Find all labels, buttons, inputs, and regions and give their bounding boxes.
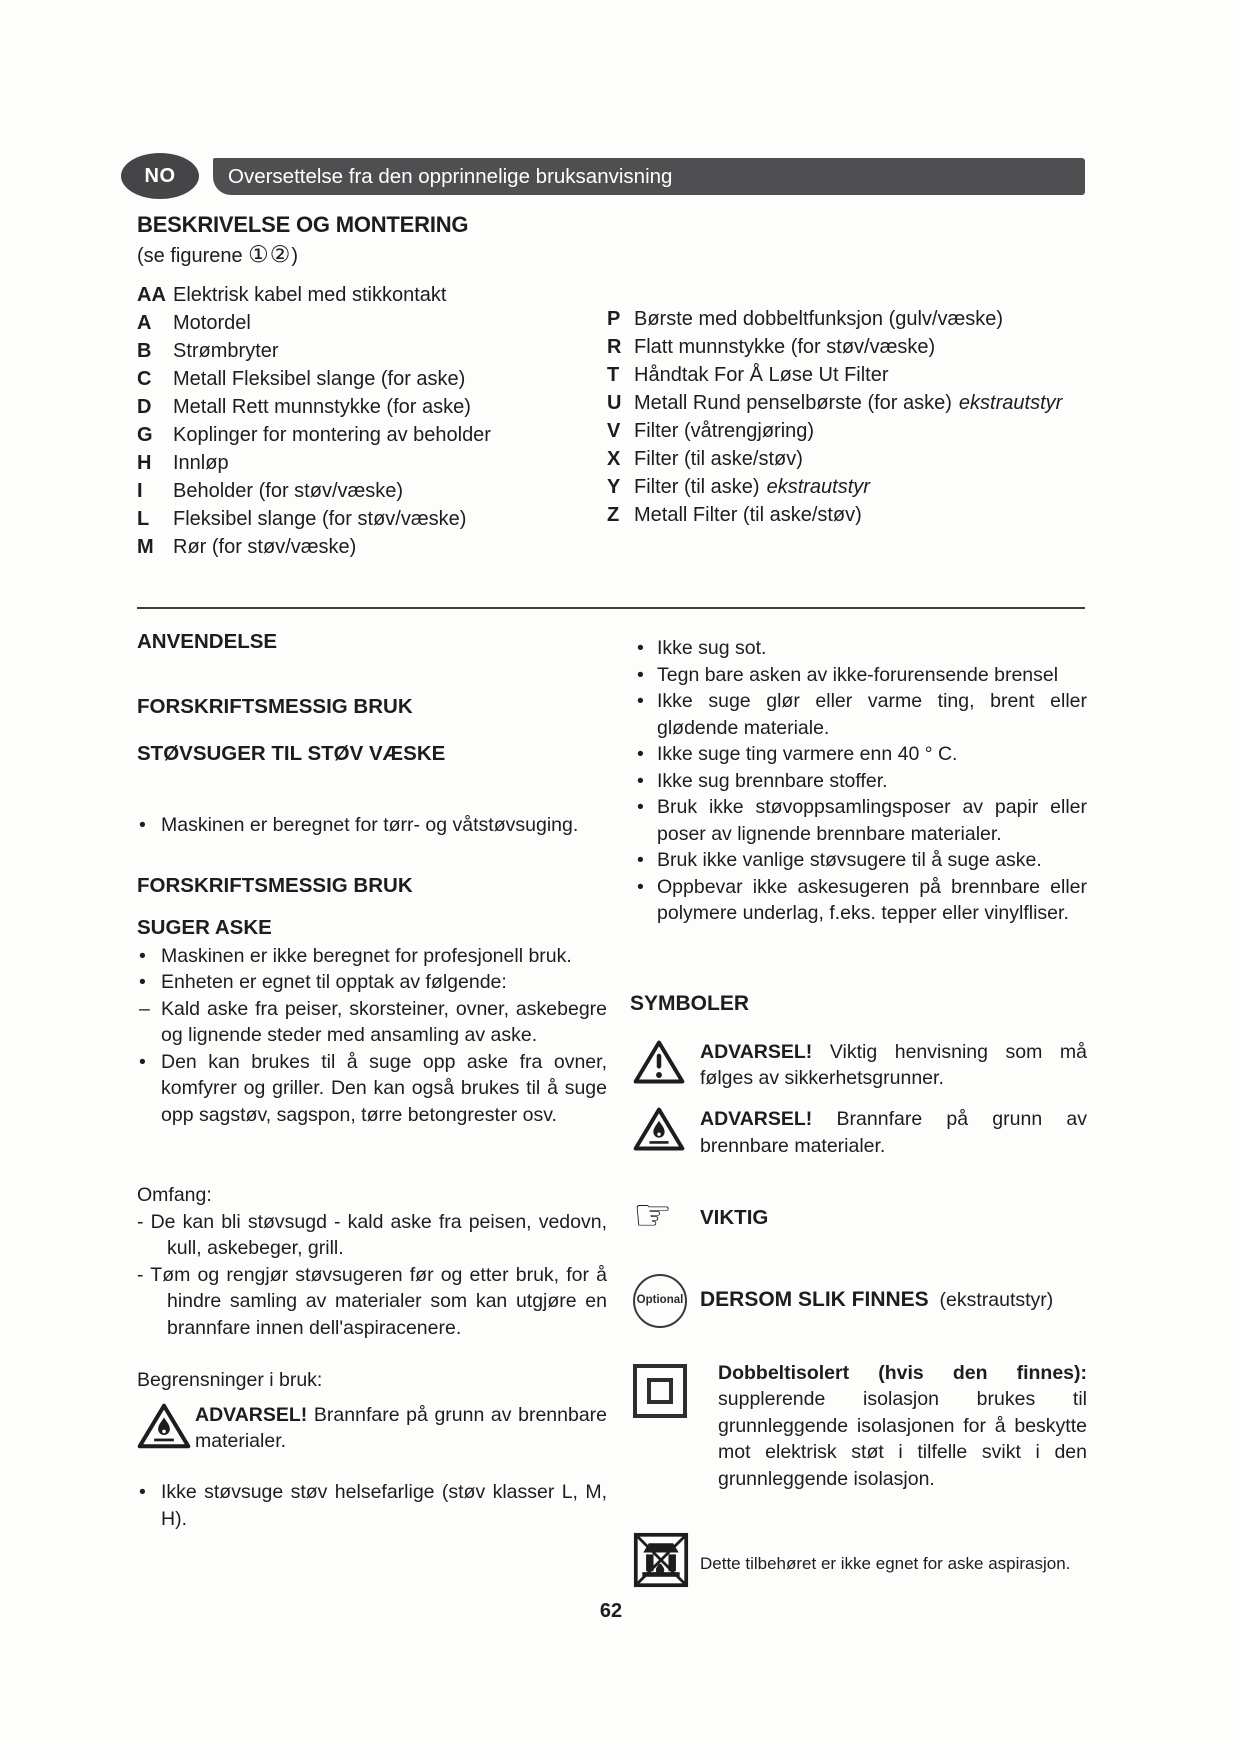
bullet-marker: • [139,1481,146,1503]
part-row [137,337,607,365]
part-letter: H [137,452,152,474]
part-label: Metall Fleksibel slange (for aske) [173,368,466,390]
part-label: Koplinger for montering av beholder [173,424,491,446]
part-label: Metall Rund penselbørste (for aske) [634,392,952,414]
heading-anvendelse: ANVENDELSE [137,630,278,653]
part-label: Elektrisk kabel med stikkontakt [173,284,447,306]
part-letter: A [137,312,152,334]
safety-bullet [630,847,1087,874]
part-label: Motordel [173,312,251,334]
part-letter: C [137,368,152,390]
part-row [607,501,1089,529]
part-letter: X [607,448,621,470]
heading-suger-aske: SUGER ASKE [137,915,272,939]
symbol-double-insulated [630,1360,1087,1493]
safety-bullet [630,768,1087,795]
figure-numbers: ①② [248,241,292,267]
bullet-marker: • [139,1050,146,1073]
section-title-description: BESKRIVELSE OG MONTERING [137,212,469,237]
safety-bullet-text: Oppbevar ikke askesugeren på brennbare eller polymere underlag, f.eks. tepper eller vinylfliser. [657,875,1087,924]
symbol-warning-fire [630,1106,1087,1160]
part-letter: M [137,536,154,558]
part-row [607,417,1089,445]
bullet-marker: • [637,769,644,792]
part-row [137,449,607,477]
usage-bullet-text: Enheten er egnet til opptak av følgende: [161,971,507,993]
usage-bullet [137,943,607,970]
part-label: Metall Filter (til aske/støv) [634,504,862,526]
part-label: Filter (til aske) [634,476,760,498]
symbol-important [630,1190,1087,1240]
bullet-marker: • [139,944,146,967]
section-divider [137,607,1085,609]
warning-label: ADVARSEL! [700,1040,813,1063]
optional-note: (ekstrautstyr) [939,1289,1054,1312]
parts-list-left [137,281,607,561]
safety-bullet [630,741,1087,768]
safety-bullet [630,794,1087,847]
part-label: Filter (våtrengjøring) [634,420,815,442]
important-label: VIKTIG [700,1206,769,1230]
warning-text: Brannfare på grunn av brennbare materialer. [195,1403,608,1452]
scope-list [137,1209,607,1342]
part-row [607,445,1089,473]
part-row [137,477,607,505]
warning-label: ADVARSEL! [700,1108,813,1130]
part-label: Håndtak For Å Løse Ut Filter [634,364,889,386]
bullet-marker: – [139,997,150,1020]
double-insulation-icon [633,1364,687,1418]
figure-reference-text: (se figurene [137,245,249,267]
intro-bullet [137,812,607,839]
safety-bullet-text: Ikke suge glør eller varme ting, brent eller glødende materiale. [657,690,1087,739]
heading-forskriftsmessig-bruk-2: FORSKRIFTSMESSIG BRUK [137,873,413,897]
right-column [630,635,1087,1596]
bullet-marker: • [139,814,146,836]
usage-bullet [137,996,607,1049]
flammable-warning-icon [630,1106,700,1160]
figure-reference [137,241,298,268]
not-for-ash-text: Dette tilbehøret er ikke egnet for aske aspirasjon. [700,1553,1071,1573]
double-insulated-label: Dobbeltisolert (hvis den finnes): [718,1361,1087,1384]
safety-bullet [630,688,1087,741]
part-label: Beholder (for støv/væske) [173,480,404,502]
header-title: Oversettelse fra den opprinnelige bruksanvisning [228,164,673,188]
part-row [137,505,607,533]
part-row [137,309,607,337]
part-letter: I [137,480,143,502]
safety-bullet-text: Ikke sug sot. [657,637,767,659]
scope-item: - De kan bli støvsugd - kald aske fra peisen, vedovn, kull, askebeger, grill. [137,1210,607,1259]
part-row [137,281,607,309]
part-letter: G [137,424,153,446]
heading-symboler: SYMBOLER [630,991,750,1015]
dust-class-text: Ikke støvsuge støv helsefarlige (støv klasser L, M, H). [161,1481,607,1530]
usage-bullet-text: Kald aske fra peiser, skorsteiner, ovner, askebegre og lignende steder med ansamling av aske. [161,997,607,1046]
part-row [607,389,1089,417]
part-label: Filter (til aske/støv) [634,448,803,470]
safety-bullet-text: Tegn bare asken av ikke-forurensende brensel [657,663,1059,686]
warning-label: ADVARSEL! [195,1403,308,1426]
part-label: Børste med dobbeltfunksjon (gulv/væske) [634,308,1004,330]
fire-warning-block [137,1402,607,1458]
usage-bullet [137,969,607,996]
left-column [137,629,607,1532]
heading-stovsuger: STØVSUGER TIL STØV VÆSKE [137,742,446,765]
heading-forskriftsmessig-bruk-1: FORSKRIFTSMESSIG BRUK [137,695,413,718]
part-letter: Y [607,476,621,498]
safety-bullet-text: Ikke suge ting varmere enn 40 ° C. [657,743,958,765]
part-letter: L [137,508,150,530]
part-row [137,533,607,561]
double-insulated-text: supplerende isolasjon brukes til grunnleggende isolasjonen for å beskytte mot elektrisk støt i tilfelle svikt i den grunnleggende isolasjon. [718,1388,1087,1490]
part-letter: R [607,336,622,358]
part-row [607,473,1089,501]
scope-label: Omfang: [137,1184,212,1206]
exclamation-warning-icon [630,1039,700,1093]
usage-bullet-text: Den kan brukes til å suge opp aske fra ovner, komfyrer og griller. Den kan også brukes til å suge opp sagstøv, sagspon, tørre betongrester osv. [161,1050,607,1126]
part-optional-note: ekstrautstyr [766,476,870,498]
bullet-marker: • [637,849,644,871]
warning-text: Brannfare på grunn av brennbare materialer. [700,1108,1087,1157]
pointing-hand-icon: ☞ [633,1190,673,1240]
part-row [607,333,1089,361]
dust-class-bullet [137,1479,607,1532]
part-label: Flatt munnstykke (for støv/væske) [634,336,936,358]
page-number: 62 [599,1600,623,1622]
safety-bullet-list [630,635,1087,927]
no-fireplace-icon [630,1532,700,1596]
part-row [137,421,607,449]
part-letter: V [607,420,621,442]
bullet-marker: • [637,743,644,765]
warning-text: Viktig henvisning som må følges av sikkerhetsgrunner. [700,1040,1087,1089]
part-label: Rør (for støv/væske) [173,536,357,558]
part-row [607,361,1089,389]
safety-bullet-text: Ikke sug brennbare stoffer. [657,769,888,792]
usage-bullet-text: Maskinen er ikke beregnet for profesjonell bruk. [161,944,572,967]
part-label: Metall Rett munnstykke (for aske) [173,396,471,418]
part-letter: D [137,396,152,418]
optional-icon [633,1274,687,1328]
language-code: NO [144,164,176,187]
part-label: Strømbryter [173,340,279,362]
bullet-marker: • [637,875,644,898]
part-label: Innløp [173,452,229,474]
part-letter: B [137,340,152,362]
part-row [607,305,1089,333]
part-optional-note: ekstrautstyr [958,392,1063,414]
part-row [137,365,607,393]
header-bar [213,158,1085,195]
usage-bullet [137,1049,607,1129]
safety-bullet [630,635,1087,662]
bullet-marker: • [637,796,644,818]
part-letter: U [607,392,622,414]
figure-reference-close: ) [291,245,299,267]
scope-item: - Tøm og rengjør støvsugeren før og etter bruk, for å hindre samling av materialer som kan utgjøre en brannfare innen dell'aspiracenere. [137,1263,607,1339]
symbol-optional [630,1274,1087,1328]
safety-bullet [630,874,1087,927]
flammable-warning-icon [137,1402,195,1458]
bullet-marker: • [637,690,644,712]
bullet-marker: • [139,971,146,993]
parts-list-right [607,305,1089,529]
part-letter: Z [607,504,620,526]
intro-bullet-text: Maskinen er beregnet for tørr- og våtstøvsuging. [161,814,579,836]
safety-bullet [630,662,1087,689]
part-letter: AA [137,284,166,306]
part-row [137,393,607,421]
optional-badge-text: Optional [636,1294,684,1307]
part-letter: P [607,308,621,330]
limits-label: Begrensninger i bruk: [137,1369,323,1391]
bullet-marker: • [637,637,644,659]
symbol-not-for-ash [630,1532,1087,1596]
safety-bullet-text: Bruk ikke vanlige støvsugere til å suge aske. [657,849,1042,871]
part-letter: T [607,364,620,386]
symbol-warning-general [630,1039,1087,1093]
safety-bullet-text: Bruk ikke støvoppsamlingsposer av papir eller poser av lignende brennbare materialer. [657,796,1087,845]
bullet-marker: • [637,663,644,686]
language-badge [121,153,199,199]
part-label: Fleksibel slange (for støv/væske) [173,508,467,530]
optional-heading: DERSOM SLIK FINNES [700,1288,929,1312]
usage-bullet-list [137,943,607,1129]
